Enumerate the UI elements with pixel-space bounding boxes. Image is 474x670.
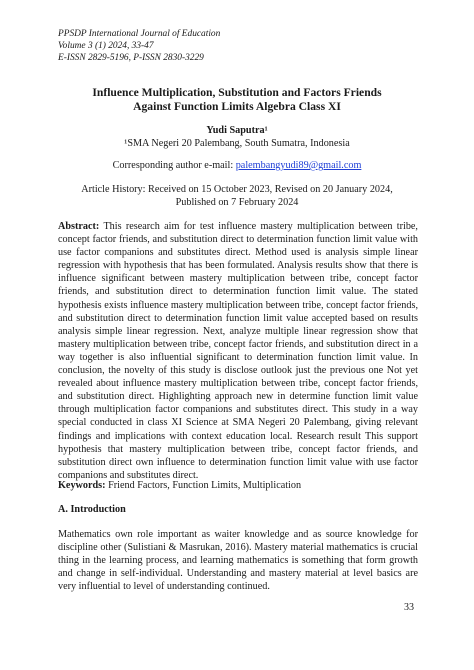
keywords-text: Friend Factors, Function Limits, Multiplication: [108, 480, 302, 491]
journal-name: PPSDP International Journal of Education: [58, 29, 221, 39]
paper-title: [40, 86, 434, 114]
author-block: [40, 124, 434, 150]
section-heading: A. Introduction: [58, 504, 126, 515]
abstract-label: Abstract:: [58, 221, 100, 232]
journal-issn: E-ISSN 2829-5196, P-ISSN 2830-3229: [58, 53, 204, 63]
keywords: [58, 479, 418, 492]
history-line-1: Article History: Received on 15 October 2023, Revised on 20 January 2024,: [81, 184, 393, 195]
correspondence-label: Corresponding author e-mail:: [112, 160, 234, 171]
abstract: [58, 220, 418, 482]
keywords-label: Keywords:: [58, 480, 106, 491]
author-affiliation: ¹SMA Negeri 20 Palembang, South Sumatra, Indonesia: [124, 138, 350, 149]
email-link[interactable]: palembangyudi89@gmail.com: [235, 160, 362, 171]
journal-volume: Volume 3 (1) 2024, 33-47: [58, 41, 154, 51]
abstract-text: This research aim for test influence mastery multiplication between tribe, concept factor friends, and substitution direct to determination function limit value with use factor companions and substitutes direct. Method used is analysis simple linear regression with hypothesis that has been formulated. Analysis results show that there is influence significant between mastery multiplication between tribe, concept factor friends, and substitution direct to determination function limit value. The stated hypothesis exists influence mastery multiplication between tribe, concept factor friends, and substitution direct to determination function limit value accepted based on results analysis simple linear regression. Next, analyze multiple linear regression show that mastery multiplication between tribe, concept factor friends, and substitution direct in a way together is also influential significant to determination function limit value. In conclusion, the novelty of this study is disclose outlook just the previous one Not yet revealed about influence mastery multiplication between tribe, concept factor friends, and substitution direct. Highlighting approach new in determine function limit value through multiplication factor companions and substitutes direct. This study in a way special conducted in class XI Science at SMA Negeri 20 Palembang, giving relevant findings and implications with context education local. Research result This support hypothesis that mastery multiplication between tribe, concept factor friends, and substitution direct own influence to determination function limit value with use factor companions and substitutes direct.: [58, 221, 418, 481]
introduction-paragraph: Mathematics own role important as waiter knowledge and as source knowledge for discipline other (Sulistiani & Masrukan, 2016). Mastery material mathematics is crucial thing in the learning process, and learning mathematics is something that form growth and change in self-individual. Understanding and mastery material at level basics are very influential to level of understanding continued.: [58, 529, 418, 593]
journal-header: [58, 28, 220, 64]
history-line-2: Published on 7 February 2024: [175, 197, 299, 208]
title-line-2: Against Function Limits Algebra Class XI: [133, 100, 341, 113]
article-history: [40, 183, 434, 209]
title-line-1: Influence Multiplication, Substitution and Factors Friends: [92, 86, 382, 99]
correspondence: [40, 159, 434, 172]
author-name: Yudi Saputra¹: [206, 125, 268, 136]
page-number: 33: [404, 602, 414, 613]
